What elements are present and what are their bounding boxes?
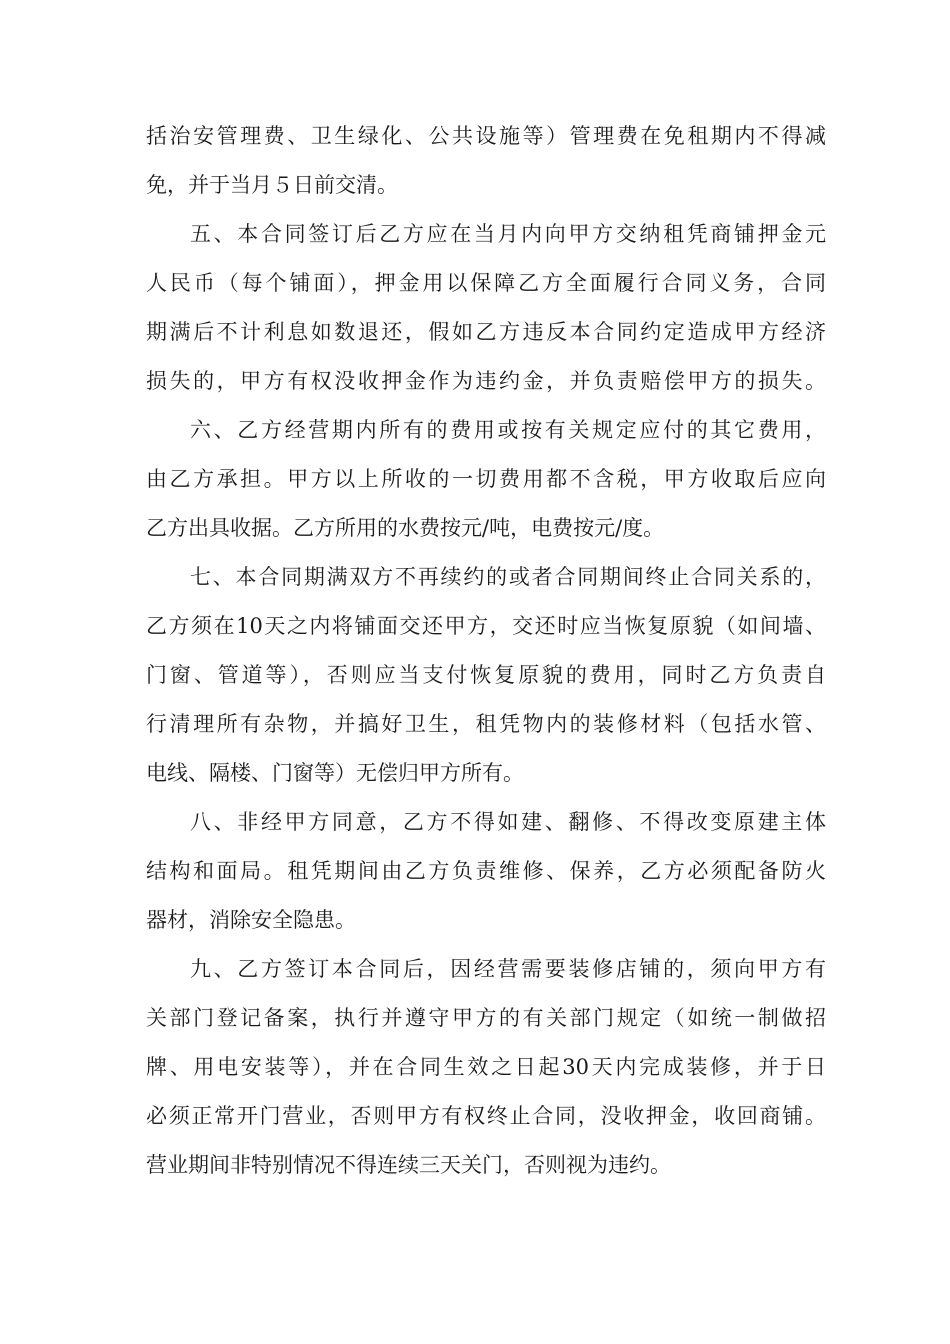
text-line: 行清理所有杂物，并搞好卫生，租凭物内的装修材料（包括水管、 <box>146 712 826 736</box>
text-line: 五、本合同签订后乙方应在当月内向甲方交纳租凭商铺押金元 <box>190 222 826 246</box>
text-line: 乙方出具收据。乙方所用的水费按元/吨，电费按元/度。 <box>146 516 665 540</box>
text-line: 牌、用电安装等），并在合同生效之日起30天内完成装修，并于日 <box>146 1055 826 1079</box>
text-line: 由乙方承担。甲方以上所收的一切费用都不含税，甲方收取后应向 <box>146 467 826 491</box>
text-line: 期满后不计利息如数退还，假如乙方违反本合同约定造成甲方经济 <box>146 320 826 344</box>
text-line: 营业期间非特别情况不得连续三天关门，否则视为违约。 <box>146 1153 671 1177</box>
text-line: 关部门登记备案，执行并遵守甲方的有关部门规定（如统一制做招 <box>146 1006 826 1030</box>
text-line: 免，并于当月５日前交清。 <box>146 173 398 197</box>
text-line: 八、非经甲方同意，乙方不得如建、翻修、不得改变原建主体 <box>190 810 826 834</box>
text-line: 九、乙方签订本合同后，因经营需要装修店铺的，须向甲方有 <box>190 957 826 981</box>
text-line: 人民币（每个铺面），押金用以保障乙方全面履行合同义务，合同 <box>146 271 826 295</box>
text-line: 括治安管理费、卫生绿化、公共设施等）管理费在免租期内不得减 <box>146 124 826 148</box>
text-line: 七、本合同期满双方不再续约的或者合同期间终止合同关系的， <box>190 565 826 589</box>
text-line: 电线、隔楼、门窗等）无偿归甲方所有。 <box>146 761 524 785</box>
text-line: 损失的，甲方有权没收押金作为违约金，并负责赔偿甲方的损失。 <box>146 369 826 393</box>
text-line: 门窗、管道等），否则应当支付恢复原貌的费用，同时乙方负责自 <box>146 663 826 687</box>
text-line: 结构和面局。租凭期间由乙方负责维修、保养，乙方必须配备防火 <box>146 859 826 883</box>
text-line: 六、乙方经营期内所有的费用或按有关规定应付的其它费用， <box>190 418 826 442</box>
text-line: 乙方须在10天之内将铺面交还甲方，交还时应当恢复原貌（如间墙、 <box>146 614 826 638</box>
text-line: 器材，消除安全隐患。 <box>146 908 356 932</box>
text-line: 必须正常开门营业，否则甲方有权终止合同，没收押金，收回商铺。 <box>146 1104 826 1128</box>
